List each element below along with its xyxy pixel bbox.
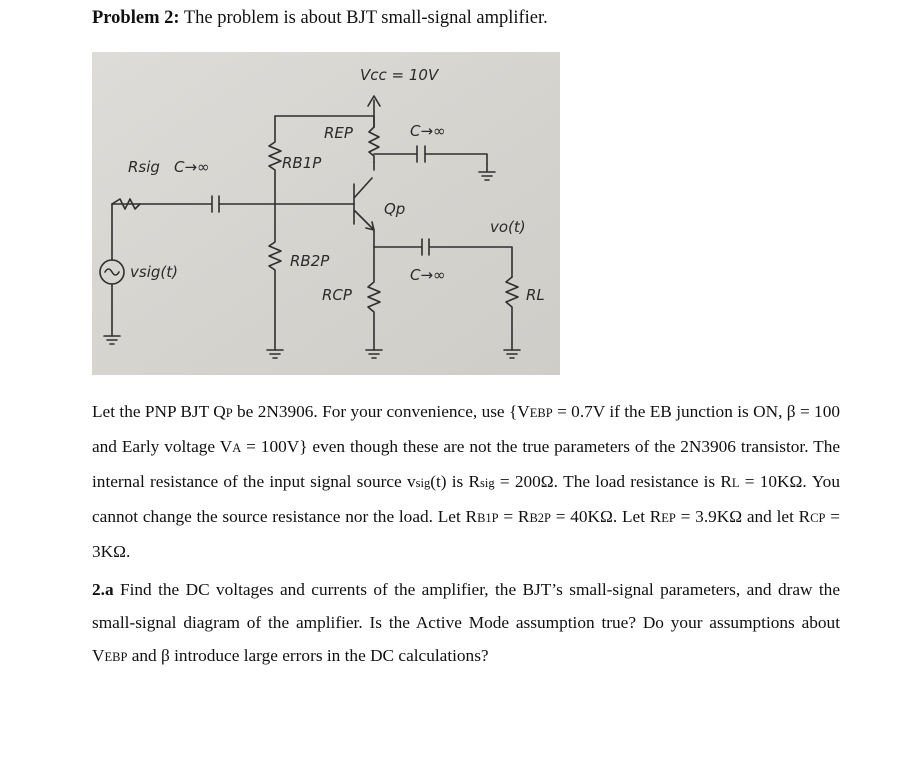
circuit-photo	[92, 52, 560, 375]
rep-label: REP	[324, 124, 353, 142]
question-2a: 2.a Find the DC voltages and currents of the amplifier, the BJT’s small-signal parameters, and draw the small-signal diagram of the amplifier. Is the Active Mode assumption true? Do your assumptions about VEBP and β introduce large errors in the DC calculations?	[92, 580, 840, 665]
qp-label: Qp	[384, 200, 406, 218]
question-label: 2.a	[92, 580, 114, 599]
problem-label: Problem 2:	[92, 8, 180, 28]
vcc-label: Vcc = 10V	[360, 66, 439, 84]
rl-label: RL	[526, 286, 545, 304]
problem-description: Let the PNP BJT QP be 2N3906. For your convenience, use {VEBP = 0.7V if the EB junction is ON, β = 100 and Early voltage VA = 100V} even though these are not the true parameters of the 2N3906 transistor. The internal resistance of the input signal source vsig(t) is Rsig = 200Ω. The load resistance is RL = 10KΩ. You cannot change the source resistance nor the load. Let RB1P = RB2P = 40KΩ. Let REP = 3.9KΩ and let RCP = 3KΩ.	[92, 402, 841, 561]
problem-title-text: The problem is about BJT small-signal amplifier.	[183, 8, 548, 28]
cap-inf-label-3: C→∞	[410, 266, 446, 284]
problem-title	[92, 8, 548, 29]
rb1p-label: RB1P	[282, 154, 322, 172]
rb2p-label: RB2P	[290, 252, 330, 270]
rsig-label: Rsig	[128, 158, 160, 176]
cap-inf-label-1: C→∞	[174, 158, 210, 176]
cap-inf-label-2: C→∞	[410, 122, 446, 140]
rcp-label: RCP	[322, 286, 352, 304]
vo-label: vo(t)	[490, 218, 526, 236]
vsig-label: vsig(t)	[130, 263, 178, 281]
